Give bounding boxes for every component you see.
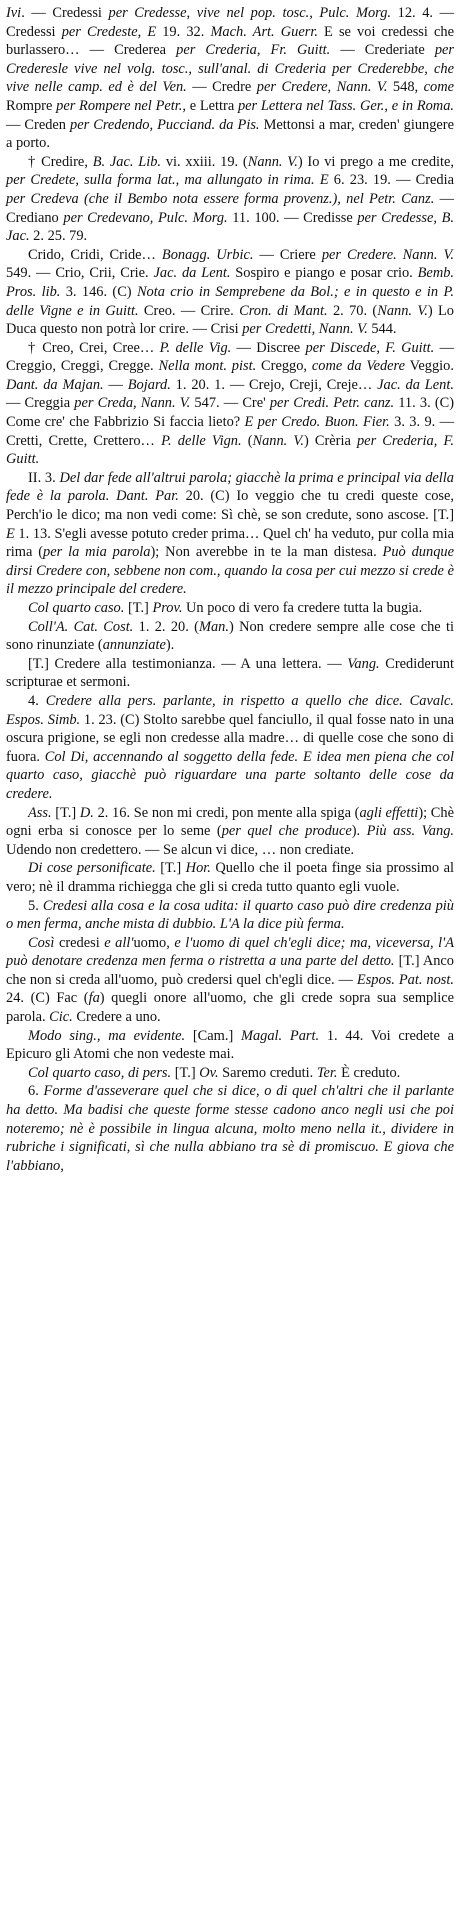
italic-text: per Discede, F. Guitt. xyxy=(305,339,435,356)
dictionary-paragraph xyxy=(6,246,454,339)
italic-text: per Credere, Nann. V. xyxy=(256,79,388,96)
roman-text: È creduto. xyxy=(337,1064,401,1081)
roman-text: ) Lo Duca questo non potrà lor crire. — Crisi xyxy=(6,302,454,338)
dictionary-paragraph xyxy=(6,1082,454,1175)
italic-text: Col quarto caso, di pers. xyxy=(28,1064,172,1081)
roman-text: 547. — Cre' xyxy=(190,395,270,412)
roman-text: 11. 3. (C) Come cre' che Fabbrizio Si faccia lieto? xyxy=(6,395,455,431)
dictionary-paragraph xyxy=(6,859,454,896)
roman-text: ); Chè ogni erba si conosce per lo seme ( xyxy=(6,804,454,840)
italic-text: Di cose personificate. xyxy=(28,860,156,877)
dictionary-paragraph xyxy=(6,153,454,246)
roman-text: . — Credessi xyxy=(21,5,109,21)
roman-text: 1. 13. S'egli avesse potuto creder prima… Quel ch' ha veduto, pur colla mia rima ( xyxy=(6,525,454,561)
roman-text: 3. 146. (C) xyxy=(60,283,137,300)
italic-text: Credere alla pers. parlante, in rispetto a quello che dice. Cavalc. Espos. Simb. xyxy=(6,692,455,728)
roman-text: 20. (C) Io veggio che tu credi queste cose, Perch'io le dico; ma non vedi come: Sì chè, se son credute, sono ascose. [T.] xyxy=(6,488,454,524)
roman-text: Sospiro e piango e posar crio. xyxy=(230,265,418,282)
roman-text: 5. xyxy=(28,897,43,914)
roman-text: 4. xyxy=(28,692,46,709)
italic-text: per Lettera nel Tass. Ger., e in Roma. xyxy=(237,97,454,114)
roman-text: ( xyxy=(241,432,253,449)
italic-text: Mach. Art. Guerr. xyxy=(210,23,318,40)
roman-text: ) Io vi prego a me credite, xyxy=(297,153,454,170)
roman-text: Veggio. xyxy=(405,358,454,375)
roman-text: — xyxy=(103,376,128,393)
roman-text: ). xyxy=(165,637,175,654)
italic-text: P. delle Vig. xyxy=(159,339,232,356)
roman-text: † Credire, xyxy=(28,153,93,170)
roman-text: Un poco di vero fa credere tutta la bugia. xyxy=(182,600,423,616)
roman-text: ) Non credere sempre alle cose che ti sono rinunziate ( xyxy=(6,618,454,654)
roman-text: [T.] xyxy=(124,600,153,616)
italic-text: per Credetti, Nann. V. xyxy=(242,321,368,338)
italic-text: per Crederia, F. Guitt. xyxy=(6,432,454,468)
roman-text: vi. xxiii. 19. ( xyxy=(161,153,248,170)
italic-text: per Credendo, Pucciand. da Pis. xyxy=(70,116,260,133)
roman-text: [T.] xyxy=(171,1064,200,1081)
roman-text: 19. 32. xyxy=(156,23,211,40)
roman-text: 6. xyxy=(28,1083,44,1100)
italic-text: come da Vedere xyxy=(311,358,405,375)
italic-text: Ivi xyxy=(6,5,22,21)
italic-text: Nella mont. pist. xyxy=(158,358,257,375)
italic-text: Ov. xyxy=(199,1064,219,1081)
italic-text: Cic. xyxy=(49,1009,73,1026)
italic-text: per Creda, Nann. V. xyxy=(74,395,191,412)
roman-text: 1. 44. Voi credete a Epicuro gli Atomi che non vedeste mai. xyxy=(6,1027,454,1063)
roman-text: ). xyxy=(351,823,367,840)
roman-text: 6. 23. 19. — Credia xyxy=(328,172,454,189)
italic-text: Ass. xyxy=(28,804,52,821)
italic-text: per Rompere nel Petr., xyxy=(56,97,186,114)
roman-text: 548, xyxy=(387,79,424,96)
italic-text: Del dar fede all'altrui parola; giacchè la prima e principal via della fede è la parola. Dant. Par. xyxy=(6,469,455,505)
italic-text: Nann. V. xyxy=(377,302,428,319)
roman-text: Creo. — Crire. xyxy=(138,302,240,319)
roman-text: 3. 3. 9. — Cretti, Crette, Crettero… xyxy=(6,414,454,449)
roman-text: ) Crèria xyxy=(303,432,357,449)
italic-text: Col Di, accennando al soggetto della fede. E idea men piena che col quarto caso, giacchè può riguardare una parte soltanto delle cose da credere. xyxy=(6,748,455,802)
italic-text: Nota crio in Semprebene da Bol.; e in questo e in P. delle Vigne e in Guitt. xyxy=(6,283,454,319)
italic-text: e l'uomo di quel ch'egli dice; ma, viceversa, l'A può denotare credenza men ferma o ristretta a una parte del detto. xyxy=(6,934,455,970)
italic-text: Espos. Pat. nost. xyxy=(356,971,454,988)
italic-text: come xyxy=(423,79,454,96)
roman-text: — Crediano xyxy=(6,190,454,226)
dictionary-paragraph xyxy=(6,339,454,469)
roman-text: ) quegli onore all'uomo, che gli crede sopra sua semplice parola. xyxy=(6,990,454,1026)
italic-text: Hor. xyxy=(185,860,211,877)
italic-text: agli effetti xyxy=(359,804,419,821)
roman-text: Creggo, xyxy=(256,358,312,375)
roman-text: e Lettra xyxy=(185,97,238,114)
italic-text: per Credeva (che il Bembo nota essere forma provenz.), nel Petr. Canz. xyxy=(6,190,435,207)
italic-text: Bonagg. Urbic. xyxy=(161,246,254,263)
dictionary-paragraph xyxy=(6,934,454,1027)
roman-text: 12. 4. — Credessi xyxy=(6,5,454,40)
roman-text: [T.] Credere alla testimonianza. — A una lettera. — xyxy=(28,655,348,672)
roman-text: † Creo, Crei, Cree… xyxy=(28,339,160,356)
roman-text: [T.] Anco che non si creda all'uomo, può credersi quel ch'egli dice. — xyxy=(6,953,454,988)
roman-text: Mettonsi a mar, creden' giungere a porto. xyxy=(6,116,454,152)
dictionary-paragraph xyxy=(6,655,454,692)
italic-text: Così xyxy=(28,934,55,951)
roman-text: — Discree xyxy=(231,339,306,356)
roman-text: Quello che il poeta finge sia prossimo al vero; nè il dramma richiegga che gli si creda tutto quanto egli vuole. xyxy=(6,860,454,895)
italic-text: Col quarto caso. xyxy=(28,600,125,616)
italic-text: Magal. Part. xyxy=(240,1027,320,1044)
roman-text: 544. xyxy=(367,321,397,338)
roman-text: — Credre xyxy=(186,79,257,96)
italic-text: Jac. da Lent. xyxy=(153,265,231,282)
italic-text: per Credevano, Pulc. Morg. xyxy=(63,209,228,226)
roman-text: uomo, xyxy=(133,934,175,951)
italic-text: Forme d'asseverare quel che si dice, o di quel ch'altri che il parlante ha detto. Ma badisi che queste forme stesse cadono anco negli usi che poi noteremo; nè è possibile in lingua alcuna, molto meno nella it., dividere in rubriche i significati, sì che nulla abbiano tra sè di promiscuo. E giova che l'abbiano, xyxy=(6,1083,455,1174)
italic-text: per Credi. Petr. canz. xyxy=(269,395,395,412)
roman-text: credesi xyxy=(54,934,105,951)
roman-text: Credere a uno. xyxy=(72,1009,161,1026)
roman-text: 2. 16. Se non mi credi, pon mente alla spiga ( xyxy=(93,804,360,821)
italic-text: P. delle Vign. xyxy=(161,432,242,449)
italic-text: Modo sing., ma evidente. xyxy=(28,1027,186,1044)
italic-text: Coll'A. Cat. Cost. xyxy=(28,618,134,635)
dictionary-paragraph xyxy=(6,1027,454,1064)
roman-text: — Creden xyxy=(6,116,71,133)
dictionary-paragraph xyxy=(6,599,454,618)
roman-text: Saremo creduti. xyxy=(218,1064,317,1081)
dictionary-paragraph xyxy=(6,4,454,153)
italic-text: Nann. V. xyxy=(252,432,304,449)
italic-text: Più ass. Vang. xyxy=(366,823,454,840)
italic-text: per quel che produce xyxy=(221,823,352,840)
roman-text: Udendo non credettero. — Se alcun vi dice, … non crediate. xyxy=(6,841,355,858)
dictionary-paragraph xyxy=(6,618,454,655)
roman-text: 1. 23. (C) Stolto sarebbe quel fanciullo, il qual fosse nato in una oscura prigione, se egli non credesse alla madre… di quelle cose che sono di fuora. xyxy=(6,711,454,765)
roman-text: Crido, Cridi, Cride… xyxy=(28,246,162,263)
roman-text: — Creggia xyxy=(6,395,75,412)
italic-text: B. Jac. Lib. xyxy=(92,153,162,170)
italic-text: Credesi alla cosa e la cosa udita: il quarto caso può dire credenza più o men ferma, anche mista di dubbio. L'A la dice più ferma. xyxy=(6,897,455,933)
italic-text: per Credeste, E xyxy=(61,23,157,40)
dictionary-paragraph xyxy=(6,469,454,599)
roman-text: E se voi credessi che burlassero… — Crederea xyxy=(6,23,454,59)
roman-text: — Criere xyxy=(253,246,322,263)
italic-text: per Crederesle vive nel volg. tosc., sull'anal. di Crederia per Crederebbe, che vive nelle camp. ed è del Ven. xyxy=(6,42,455,96)
italic-text: Vang. xyxy=(347,655,380,672)
italic-text: Bojard. xyxy=(127,376,171,393)
italic-text: per Credete, sulla forma lat., ma allungato in rima. E xyxy=(6,172,329,189)
italic-text: per Crederia, Fr. Guitt. xyxy=(176,42,331,59)
dictionary-paragraph xyxy=(6,1064,454,1083)
roman-text: — Creggio, Creggi, Cregge. xyxy=(6,339,454,375)
italic-text: Cron. di Mant. xyxy=(239,302,328,319)
italic-text: per Credesse, B. Jac. xyxy=(6,209,454,245)
roman-text: Crediderunt scripturae et sermoni. xyxy=(6,655,454,691)
roman-text: II. 3. xyxy=(28,469,60,486)
italic-text: Bemb. Pros. lib. xyxy=(6,265,455,300)
roman-text: 1. 20. 1. — Crejo, Creji, Creje… xyxy=(170,376,378,393)
italic-text: Dant. da Majan. xyxy=(6,376,104,393)
italic-text: D. xyxy=(79,804,94,821)
roman-text: [T.] xyxy=(155,860,186,877)
italic-text: per Credere. Nann. V. xyxy=(321,246,454,263)
roman-text: 24. (C) Fac ( xyxy=(6,990,89,1007)
italic-text: Ter. xyxy=(316,1064,338,1081)
dictionary-paragraph xyxy=(6,804,454,860)
roman-text: 2. 70. ( xyxy=(327,302,378,319)
roman-text: Rompre xyxy=(6,97,57,114)
roman-text: 549. — Crio, Crii, Crie. xyxy=(6,265,154,282)
italic-text: fa xyxy=(88,990,100,1007)
roman-text: 11. 100. — Credisse xyxy=(227,209,358,226)
italic-text: Man. xyxy=(198,618,229,635)
italic-text: Jac. da Lent. xyxy=(377,376,454,393)
italic-text: per la mia parola xyxy=(43,544,151,561)
italic-text: Prov. xyxy=(152,600,183,616)
italic-text: Può dunque dirsi Credere con, sebbene non com., quando la cosa per cui mezzo si crede è il mezzo principale del credere. xyxy=(6,544,454,598)
dictionary-paragraph xyxy=(6,897,454,934)
roman-text: ); Non averebbe in te la man distesa. xyxy=(150,544,383,561)
italic-text: E xyxy=(6,525,15,542)
italic-text: per Credesse, vive nel pop. tosc., Pulc. Morg. xyxy=(108,5,392,21)
roman-text: [T.] xyxy=(51,804,80,821)
roman-text: 1. 2. 20. ( xyxy=(133,618,199,635)
italic-text: e all' xyxy=(104,934,134,951)
italic-text: annunziate xyxy=(102,637,166,654)
italic-text: E per Credo. Buon. Fier. xyxy=(244,414,390,431)
roman-text: — Crederiate xyxy=(330,42,435,59)
italic-text: Nann. V. xyxy=(247,153,298,170)
roman-text: 2. 25. 79. xyxy=(29,228,88,245)
dictionary-paragraph xyxy=(6,692,454,804)
roman-text: [Cam.] xyxy=(185,1027,241,1044)
